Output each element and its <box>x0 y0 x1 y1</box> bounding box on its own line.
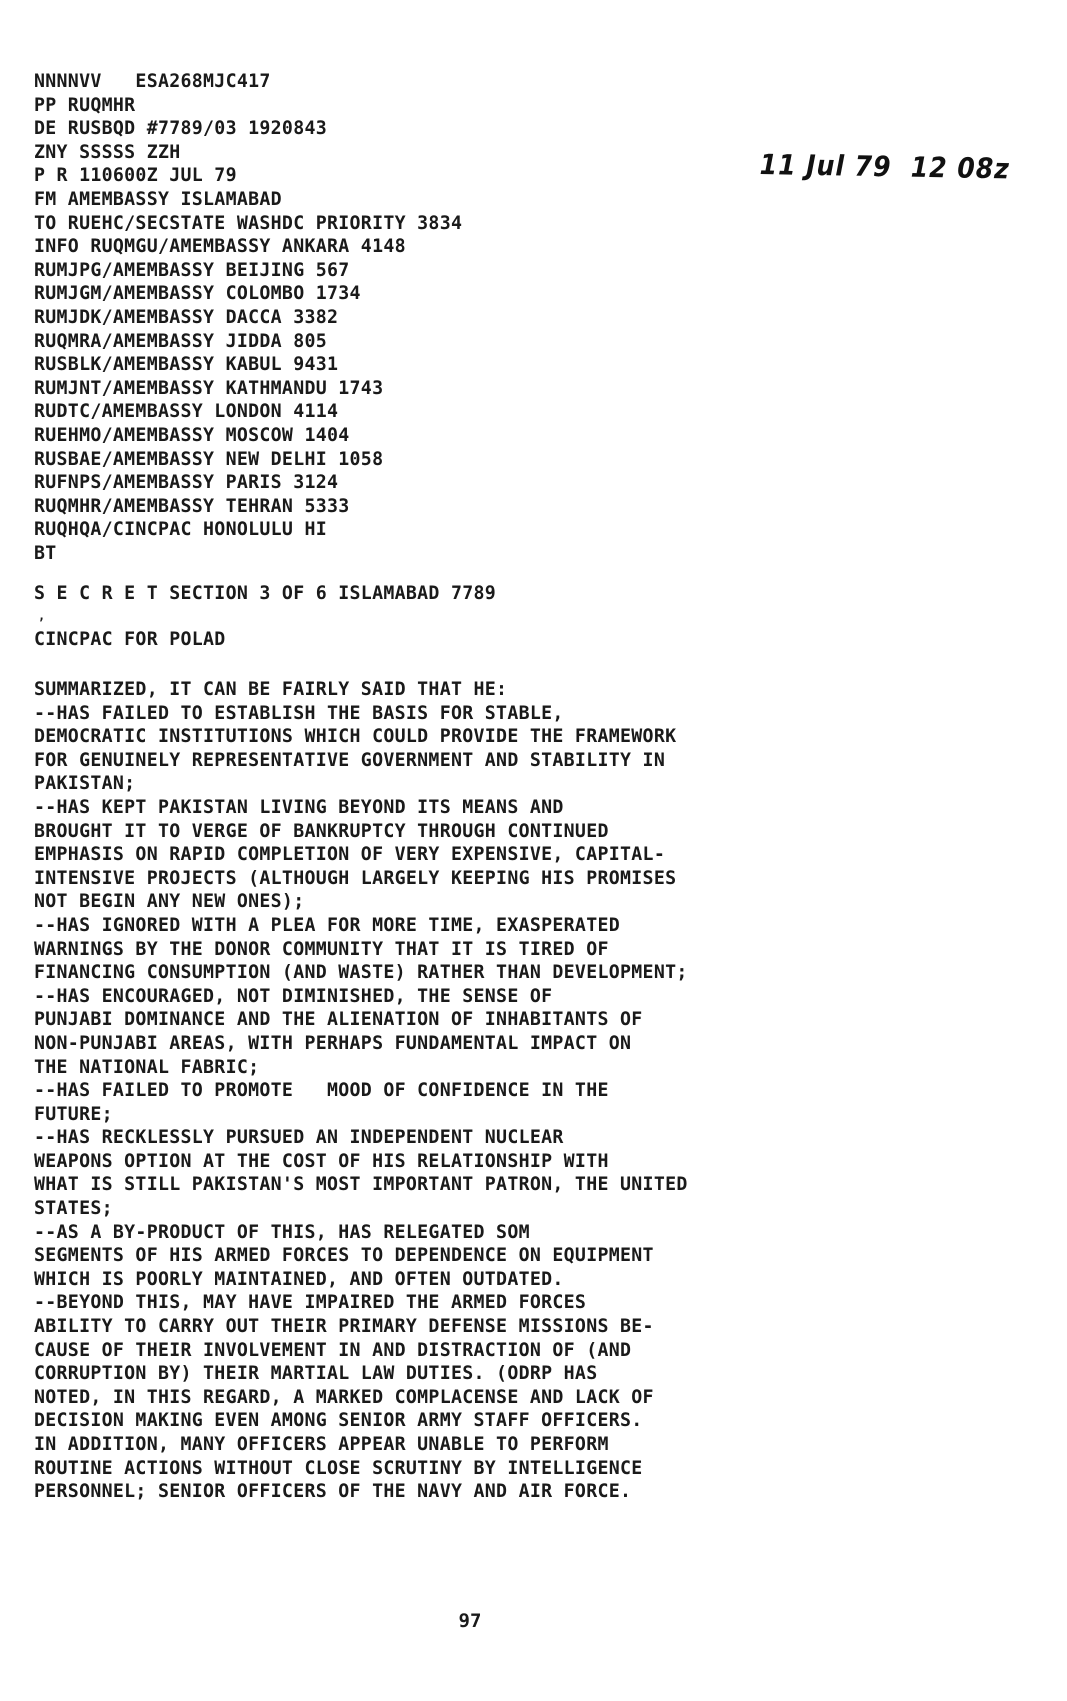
body-line: PAKISTAN; <box>34 772 136 795</box>
header-line: RUMJDK/AMEMBASSY DACCA 3382 <box>34 305 339 328</box>
header-line: RUQMHR/AMEMBASSY TEHRAN 5333 <box>34 494 350 517</box>
header-line: RUSBLK/AMEMBASSY KABUL 9431 <box>34 353 339 376</box>
body-line: IN ADDITION, MANY OFFICERS APPEAR UNABLE TO PERFORM <box>34 1433 609 1455</box>
body-line: WEAPONS OPTION AT THE COST OF HIS RELATIONSHIP WITH <box>34 1149 609 1172</box>
classification-text: S E C R E T SECTION 3 OF 6 ISLAMABAD 7789 <box>34 582 497 604</box>
header-line: INFO RUQMGU/AMEMBASSY ANKARA 4148 <box>34 235 406 258</box>
body-line: WARNINGS BY THE DONOR COMMUNITY THAT IT IS TIRED OF <box>34 937 609 960</box>
body-line: WHAT IS STILL PAKISTAN'S MOST IMPORTANT PATRON, THE UNITED <box>34 1173 688 1196</box>
header-line: DE RUSBQD #7789/03 1920843 <box>34 117 328 140</box>
body-line: BROUGHT IT TO VERGE OF BANKRUPTCY THROUGH CONTINUED <box>34 819 609 842</box>
body-line: SEGMENTS OF HIS ARMED FORCES TO DEPENDENCE ON EQUIPMENT <box>34 1244 654 1267</box>
header-line: PP RUQMHR <box>34 93 136 116</box>
header-line: RUMJNT/AMEMBASSY KATHMANDU 1743 <box>34 376 384 399</box>
header-line: RUDTC/AMEMBASSY LONDON 4114 <box>34 400 339 423</box>
header-line: TO RUEHC/SECSTATE WASHDC PRIORITY 3834 <box>34 211 463 234</box>
body-line: FINANCING CONSUMPTION (AND WASTE) RATHER THAN DEVELOPMENT; <box>34 961 688 984</box>
body-line: --HAS FAILED TO ESTABLISH THE BASIS FOR STABLE, <box>34 701 564 724</box>
body-line: --HAS KEPT PAKISTAN LIVING BEYOND ITS MEANS AND <box>34 795 564 818</box>
header-line: ZNY SSSSS ZZH <box>34 140 181 163</box>
classification-line <box>34 582 934 606</box>
body-line: --BEYOND THIS, MAY HAVE IMPAIRED THE ARMED FORCES <box>34 1291 587 1314</box>
body-line: PUNJABI DOMINANCE AND THE ALIENATION OF INHABITANTS OF <box>34 1008 643 1031</box>
header-line: RUQHQA/CINCPAC HONOLULU HI <box>34 518 328 541</box>
stray-mark: , <box>38 609 46 623</box>
header-line: RUFNPS/AMEMBASSY PARIS 3124 <box>34 471 339 494</box>
body-line: --HAS ENCOURAGED, NOT DIMINISHED, THE SENSE OF <box>34 984 553 1007</box>
body-line: --AS A BY-PRODUCT OF THIS, HAS RELEGATED SOM <box>34 1220 530 1243</box>
body-line: PERSONNEL; SENIOR OFFICERS OF THE NAVY AND AIR FORCE. <box>34 1480 632 1503</box>
body-line: FUTURE; <box>34 1102 113 1125</box>
header-line: P R 110600Z JUL 79 <box>34 164 237 187</box>
message-body <box>34 678 934 1504</box>
body-line: FOR GENUINELY REPRESENTATIVE GOVERNMENT AND STABILITY IN <box>34 748 666 771</box>
caption-line <box>34 628 934 652</box>
body-line: THE NATIONAL FABRIC; <box>34 1055 260 1078</box>
body-line: --HAS IGNORED WITH A PLEA FOR MORE TIME, EXASPERATED <box>34 913 621 936</box>
routing-header <box>34 70 934 565</box>
caption-text: CINCPAC FOR POLAD <box>34 628 226 650</box>
body-line: CORRUPTION BY) THEIR MARTIAL LAW DUTIES. (ODRP HAS <box>34 1362 598 1385</box>
header-line: RUMJPG/AMEMBASSY BEIJING 567 <box>34 258 350 281</box>
body-line: NOTED, IN THIS REGARD, A MARKED COMPLACENSE AND LACK OF <box>34 1385 654 1408</box>
header-line: NNNNVV ESA268MJC417 <box>34 70 271 92</box>
body-line: NON-PUNJABI AREAS, WITH PERHAPS FUNDAMENTAL IMPACT ON <box>34 1031 632 1054</box>
body-line: ROUTINE ACTIONS WITHOUT CLOSE SCRUTINY BY INTELLIGENCE <box>34 1456 643 1479</box>
body-line: DECISION MAKING EVEN AMONG SENIOR ARMY STAFF OFFICERS. <box>34 1409 643 1432</box>
page-number: 97 <box>458 1610 482 1632</box>
date-time-stamp: 11 Jul 79 12 08z <box>759 148 1011 186</box>
header-line: RUSBAE/AMEMBASSY NEW DELHI 1058 <box>34 447 384 470</box>
header-line: FM AMEMBASSY ISLAMABAD <box>34 187 282 210</box>
header-line: RUQMRA/AMEMBASSY JIDDA 805 <box>34 329 328 352</box>
body-line: STATES; <box>34 1197 113 1220</box>
body-line: EMPHASIS ON RAPID COMPLETION OF VERY EXPENSIVE, CAPITAL- <box>34 843 666 866</box>
body-line: SUMMARIZED, IT CAN BE FAIRLY SAID THAT HE: <box>34 678 508 700</box>
body-line: WHICH IS POORLY MAINTAINED, AND OFTEN OUTDATED. <box>34 1267 564 1290</box>
body-line: CAUSE OF THEIR INVOLVEMENT IN AND DISTRACTION OF (AND <box>34 1338 632 1361</box>
body-line: NOT BEGIN ANY NEW ONES); <box>34 890 305 913</box>
header-line: RUMJGM/AMEMBASSY COLOMBO 1734 <box>34 282 361 305</box>
body-line: DEMOCRATIC INSTITUTIONS WHICH COULD PROVIDE THE FRAMEWORK <box>34 725 677 748</box>
header-line: RUEHMO/AMEMBASSY MOSCOW 1404 <box>34 423 350 446</box>
body-line: --HAS RECKLESSLY PURSUED AN INDEPENDENT NUCLEAR <box>34 1126 564 1149</box>
body-line: INTENSIVE PROJECTS (ALTHOUGH LARGELY KEEPING HIS PROMISES <box>34 866 677 889</box>
body-line: ABILITY TO CARRY OUT THEIR PRIMARY DEFENSE MISSIONS BE- <box>34 1315 654 1338</box>
body-line: --HAS FAILED TO PROMOTE MOOD OF CONFIDENCE IN THE <box>34 1079 609 1102</box>
header-line: BT <box>34 541 57 564</box>
